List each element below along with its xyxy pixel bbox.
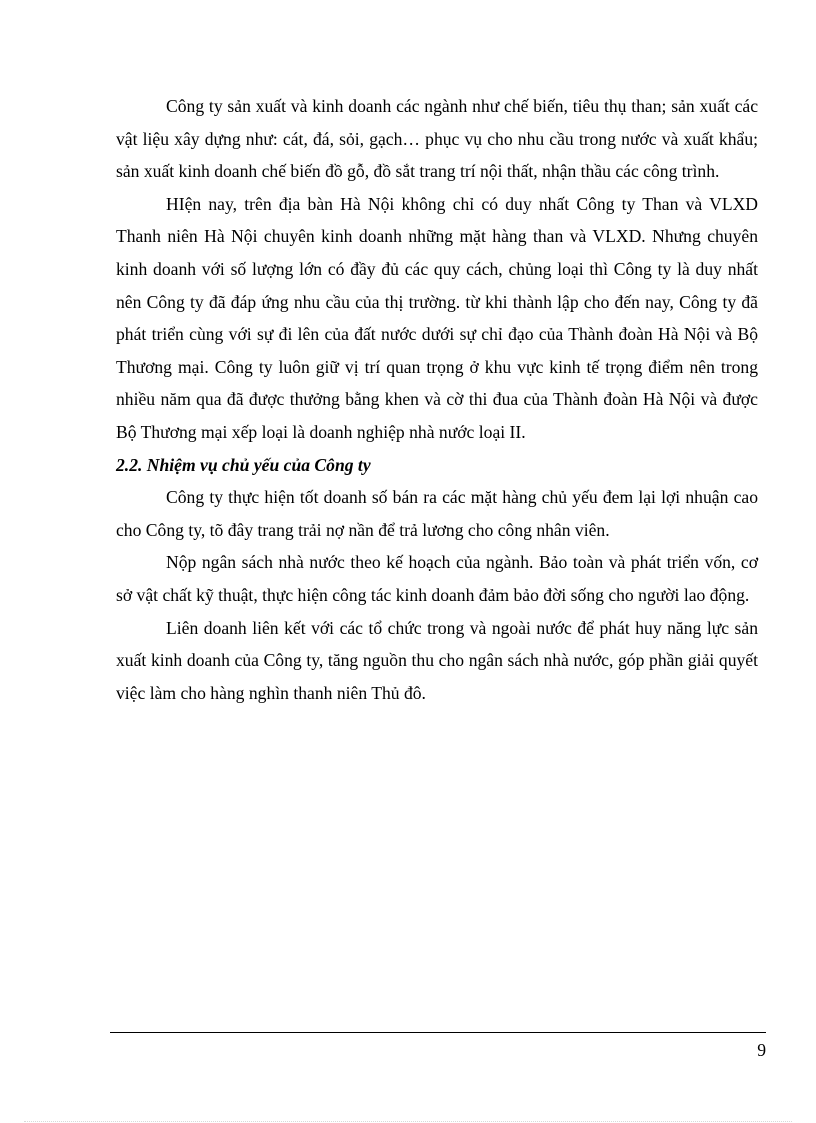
paragraph-budget-duty: Nộp ngân sách nhà nước theo kế hoạch của ngành. Bảo toàn và phát triển vốn, cơ sở vật chất kỹ thuật, thực hiện công tác kinh doanh đảm bảo đời sống cho người lao động.	[116, 552, 758, 605]
page-bottom-dotted-edge	[24, 1121, 792, 1122]
document-body	[116, 90, 758, 709]
section-heading: 2.2. Nhiệm vụ chủ yếu của Công ty	[116, 454, 371, 475]
paragraph-business-lines: Công ty sản xuất và kinh doanh các ngành như chế biến, tiêu thụ than; sản xuất các vật liệu xây dựng như: cát, đá, sỏi, gạch… phục vụ cho nhu cầu trong nước và xuất khẩu; sản xuất kinh doanh chế biến đồ gỗ, đồ sắt trang trí nội thất, nhận thầu các công trình.	[116, 96, 758, 182]
paragraph-sales-duty: Công ty thực hiện tốt doanh số bán ra các mặt hàng chủ yếu đem lại lợi nhuận cao cho Công ty, tõ đây trang trải nợ nần để trả lương cho công nhân viên.	[116, 487, 758, 540]
page-number: 9	[757, 1040, 766, 1060]
paragraph-joint-venture-duty: Liên doanh liên kết với các tổ chức trong và ngoài nước để phát huy năng lực sản xuất kinh doanh của Công ty, tăng nguồn thu cho ngân sách nhà nước, góp phần giải quyết việc làm cho hàng nghìn thanh niên Thủ đô.	[116, 617, 758, 703]
footer-divider	[110, 1032, 766, 1033]
paragraph-company-status: HIện nay, trên địa bàn Hà Nội không chỉ có duy nhất Công ty Than và VLXD Thanh niên Hà Nội chuyên kinh doanh những mặt hàng than và VLXD. Nhưng chuyên kinh doanh với số lượng lớn có đầy đủ các quy cách, chủng loại thì Công ty là duy nhất nên Công ty đã đáp ứng nhu cầu của thị trường. từ khi thành lập cho đến nay, Công ty đã phát triển cùng với sự đi lên của đất nước dưới sự chỉ đạo của Thành đoàn Hà Nội và Bộ Thương mại. Công ty luôn giữ vị trí quan trọng ở khu vực kinh tế trọng điểm nên trong nhiều năm qua đã được thưởng bằng khen và cờ thi đua của Thành đoàn Hà Nội và được Bộ Thương mại xếp loại là doanh nghiệp nhà nước loại II.	[116, 193, 758, 442]
